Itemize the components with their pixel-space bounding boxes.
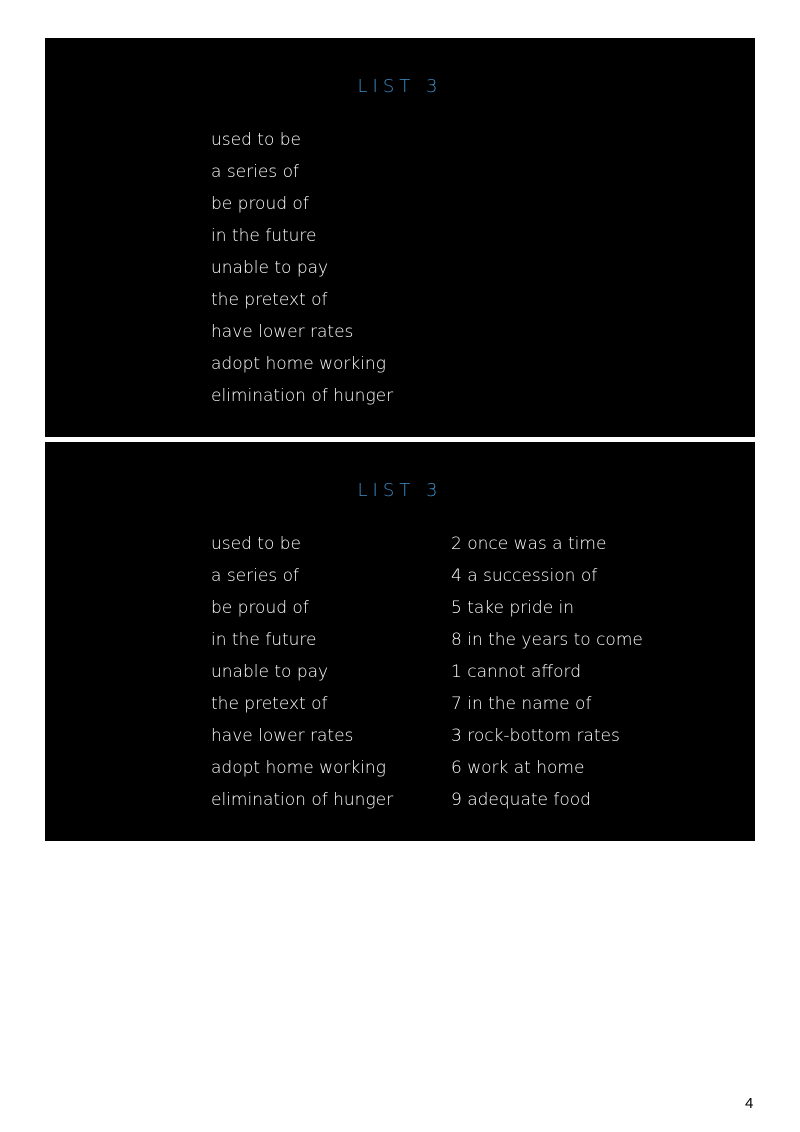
phrase-item: be proud of [211, 194, 309, 214]
slide-list-3-answers [45, 442, 755, 841]
phrase-item: have lower rates [211, 322, 354, 342]
answer-item: 7 in the name of [451, 694, 592, 714]
phrase-item: used to be [211, 130, 302, 150]
answer-item: 2 once was a time [451, 534, 607, 554]
phrase-item: a series of [211, 566, 299, 586]
answer-item: 9 adequate food [451, 790, 591, 810]
phrase-item: adopt home working [211, 354, 386, 374]
answer-item: 8 in the years to come [451, 630, 643, 650]
phrase-item: used to be [211, 534, 302, 554]
phrase-item: in the future [211, 630, 317, 650]
phrase-item: the pretext of [211, 694, 328, 714]
phrase-item: unable to pay [211, 258, 329, 278]
answer-item: 5 take pride in [451, 598, 575, 618]
phrase-item: elimination of hunger [211, 386, 394, 406]
phrase-item: adopt home working [211, 758, 386, 778]
answer-item: 1 cannot afford [451, 662, 582, 682]
slide-title: LIST 3 [357, 480, 443, 501]
phrase-item: the pretext of [211, 290, 328, 310]
answer-list [451, 528, 643, 816]
phrase-list [211, 528, 393, 816]
answer-item: 6 work at home [451, 758, 585, 778]
answer-item: 3 rock-bottom rates [451, 726, 620, 746]
slide-title: LIST 3 [357, 76, 443, 97]
phrase-list [211, 124, 393, 412]
phrase-item: in the future [211, 226, 317, 246]
page-number: 4 [745, 1095, 754, 1112]
slide-list-3-questions [45, 38, 755, 437]
phrase-item: have lower rates [211, 726, 354, 746]
phrase-item: unable to pay [211, 662, 329, 682]
phrase-item: elimination of hunger [211, 790, 394, 810]
phrase-item: a series of [211, 162, 299, 182]
answer-item: 4 a succession of [451, 566, 598, 586]
phrase-item: be proud of [211, 598, 309, 618]
